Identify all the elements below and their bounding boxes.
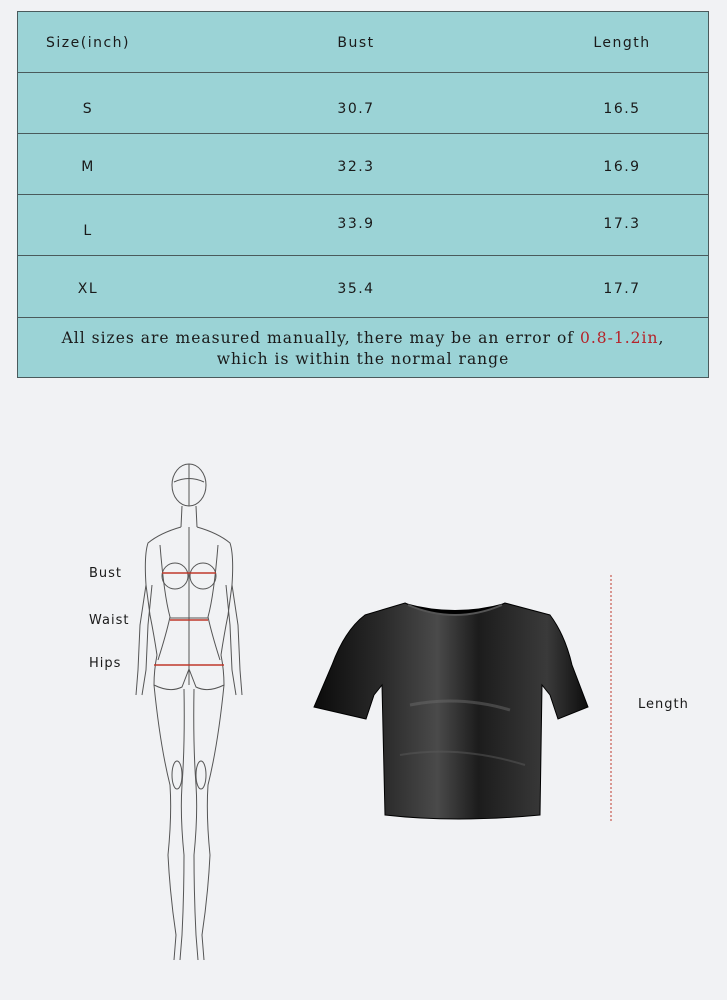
size-cell: L bbox=[83, 223, 93, 239]
table-header-row bbox=[18, 12, 708, 73]
hips-label: Hips bbox=[89, 656, 122, 671]
product-crop-top-image bbox=[310, 595, 600, 830]
bust-label: Bust bbox=[89, 566, 123, 581]
note-text-line2: which is within the normal range bbox=[216, 350, 510, 368]
bust-cell: 33.9 bbox=[337, 216, 375, 232]
table-row bbox=[18, 195, 708, 256]
length-cell: 16.5 bbox=[603, 101, 641, 117]
size-cell: M bbox=[81, 159, 95, 175]
body-figure-illustration bbox=[130, 455, 260, 970]
length-cell: 16.9 bbox=[603, 159, 641, 175]
bust-cell: 35.4 bbox=[337, 281, 375, 297]
bust-cell: 30.7 bbox=[337, 101, 375, 117]
length-cell: 17.3 bbox=[603, 216, 641, 232]
table-row bbox=[18, 256, 708, 318]
note-comma: , bbox=[658, 329, 665, 347]
header-size: Size(inch) bbox=[46, 35, 130, 51]
length-cell: 17.7 bbox=[603, 281, 641, 297]
header-length: Length bbox=[593, 35, 651, 51]
header-bust: Bust bbox=[337, 35, 375, 51]
measurement-note bbox=[18, 318, 708, 377]
length-measure-line bbox=[605, 575, 617, 825]
size-cell: XL bbox=[77, 281, 99, 297]
size-cell: S bbox=[82, 101, 94, 117]
note-error-range: 0.8-1.2in bbox=[579, 329, 659, 347]
table-row bbox=[18, 134, 708, 195]
size-table bbox=[17, 11, 709, 378]
table-row bbox=[18, 73, 708, 134]
note-text: All sizes are measured manually, there may be an error of bbox=[61, 329, 580, 347]
waist-label: Waist bbox=[89, 613, 130, 628]
bust-cell: 32.3 bbox=[337, 159, 375, 175]
length-label: Length bbox=[638, 697, 689, 712]
